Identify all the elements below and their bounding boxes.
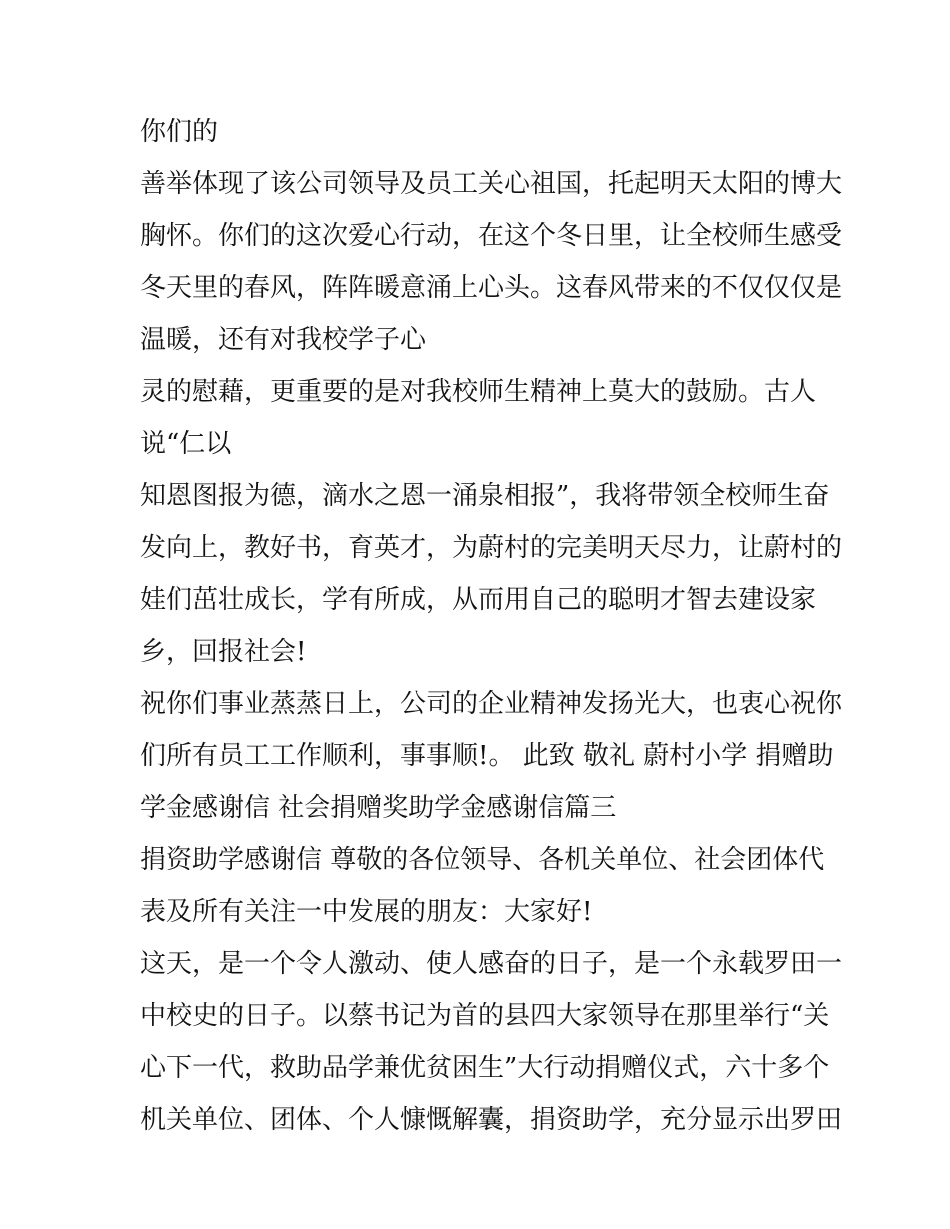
text-line: 温暖，还有对我校学子心 <box>140 325 427 355</box>
text-line: 捐资助学感谢信 尊敬的各位领导、各机关单位、社会团体代 <box>140 845 825 875</box>
text-line: 这天，是一个令人激动、使人感奋的日子，是一个永载罗田一 <box>140 949 843 979</box>
text-line: 知恩图报为德，滴水之恩一涌泉相报”，我将带领全校师生奋 <box>140 481 830 511</box>
text-line: 发向上，教好书，育英才，为蔚村的完美明天尽力，让蔚村的 <box>140 533 843 563</box>
text-line: 善举体现了该公司领导及员工关心祖国，托起明天太阳的博大 <box>140 169 843 199</box>
text-line: 灵的慰藉，更重要的是对我校师生精神上莫大的鼓励。古人 <box>140 377 817 407</box>
text-line: 学金感谢信 社会捐赠奖助学金感谢信篇三 <box>140 793 617 823</box>
text-line: 中校史的日子。以蔡书记为首的县四大家领导在那里举行“关 <box>140 1001 830 1031</box>
text-line: 胸怀。你们的这次爱心行动，在这个冬日里，让全校师生感受 <box>140 221 843 251</box>
text-line: 冬天里的春风，阵阵暖意涌上心头。这春风带来的不仅仅仅是 <box>140 273 843 303</box>
text-line: 娃们茁壮成长，学有所成，从而用自己的聪明才智去建设家 <box>140 585 817 615</box>
document-body <box>140 106 843 1146</box>
text-line: 机关单位、团体、个人慷慨解囊，捐资助学，充分显示出罗田 <box>140 1105 843 1135</box>
text-line: 你们的 <box>140 117 219 147</box>
text-line: 表及所有关注一中发展的朋友：大家好! <box>140 897 593 927</box>
text-line: 心下一代，救助品学兼优贫困生”大行动捐赠仪式，六十多个 <box>140 1053 830 1083</box>
text-line: 说“仁以 <box>140 429 232 459</box>
text-line: 乡，回报社会! <box>140 637 307 667</box>
text-line: 们所有员工工作顺利，事事顺!。 此致 敬礼 蔚村小学 捐赠助 <box>140 741 834 771</box>
text-line: 祝你们事业蒸蒸日上，公司的企业精神发扬光大，也衷心祝你 <box>140 689 843 719</box>
